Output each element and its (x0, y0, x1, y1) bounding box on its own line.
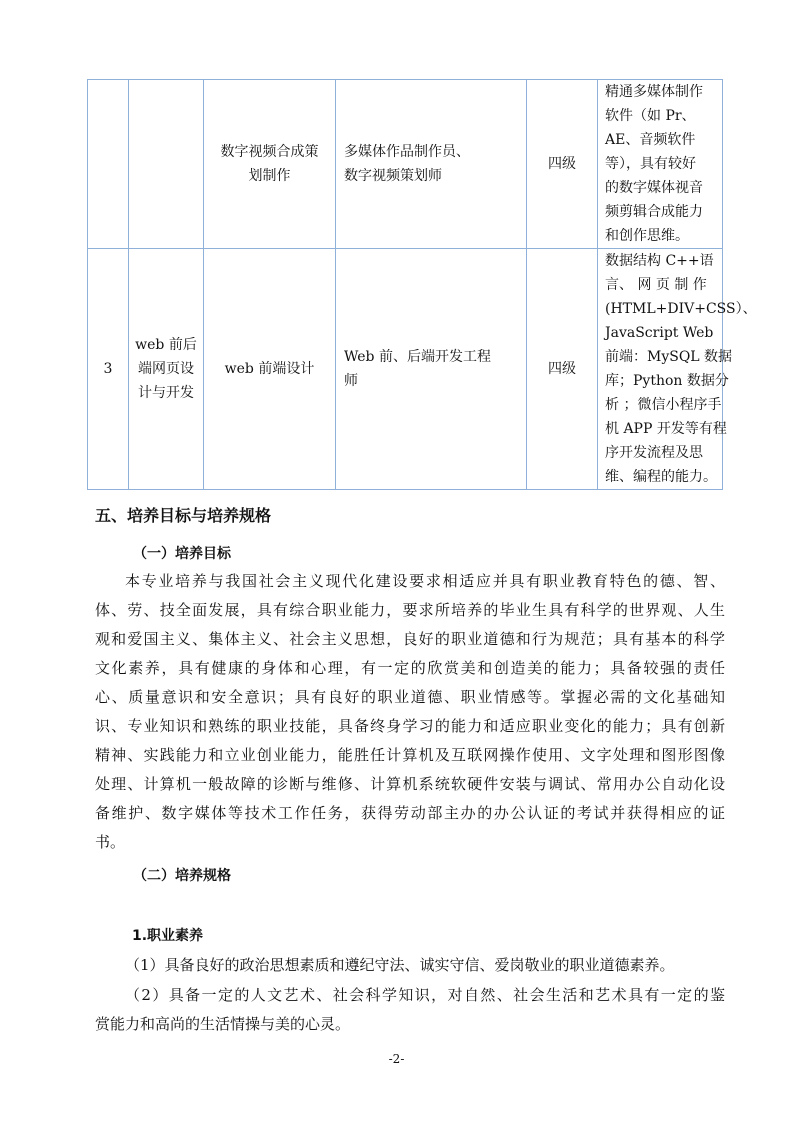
table-row (88, 80, 723, 249)
job-cell: Web 前、后端开发工程 师 (336, 249, 527, 490)
item-paragraph: （2）具备一定的人文艺术、社会科学知识，对自然、社会生活和艺术具有一定的鉴 赏能力和高尚的生活情操与美的心灵。 (95, 986, 725, 1033)
curriculum-table (87, 79, 757, 490)
course-cell: web 前端设计 (204, 249, 336, 490)
level-cell: 四级 (527, 80, 598, 249)
goal-heading: （一）培养目标 (133, 546, 231, 562)
sub-heading: 1.职业素养 (132, 928, 204, 944)
area-cell: web 前后 端网页设 计与开发 (129, 249, 204, 490)
goal-paragraph: 本专业培养与我国社会主义现代化建设要求相适应并具有职业教育特色的德、智、 体、劳、技全面发展，具有综合职业能力，要求所培养的毕业生具有科学的世界观、人生 观和爱国主义、集体主义、社会主义思想，良好的职业道德和行为规范；具有基本的科学 文化素养，具有健康的身体和心理，有一定的欣赏美和创造美的能力；具备较强的责任 心、质量意识和安全意识；具有良好的职业道德、职业情感等。掌握必需的文化基础知 识、专业知识和熟练的职业技能，具备终身学习的能力和适应职业变化的能力；具有创新 精神、实践能力和立业创业能力，能胜任计算机及互联网操作使用、文字处理和图形图像 处理、计算机一般故障的诊断与维修、计算机系统软硬件安装与调试、常用办公自动化设 备维护、数字媒体等技术工作任务，获得劳动部主办的办公认证的考试并获得相应的证 书。 (95, 572, 725, 851)
requirement-cell: 精通多媒体制作 软件（如 Pr、 AE、音频软件 等），具有较好 的数字媒体视音 频剪辑合成能力 和创作思维。 (598, 80, 723, 249)
area-cell (129, 80, 204, 249)
level-cell: 四级 (527, 249, 598, 490)
page-number: -2- (388, 1052, 405, 1066)
row-number-cell: 3 (88, 249, 129, 490)
job-cell: 多媒体作品制作员、 数字视频策划师 (336, 80, 527, 249)
row-number-cell (88, 80, 129, 249)
requirement-cell: 数据结构 C++语 言、 网 页 制 作 (HTML+DIV+CSS）、 JavaScript Web 前端：MySQL 数据 库；Python 数据分 析 ；微信小程序手 机 APP 开发等有程 序开发流程及思 维、编程的能力。 (598, 249, 723, 490)
spec-heading: （二）培养规格 (133, 868, 231, 884)
section-title: 五、培养目标与培养规格 (95, 506, 272, 525)
course-cell: 数字视频合成策 划制作 (204, 80, 336, 249)
item-paragraph: （1）具备良好的政治思想素质和遵纪守法、诚实守信、爱岗敬业的职业道德素养。 (125, 956, 675, 974)
table-row (88, 249, 723, 490)
